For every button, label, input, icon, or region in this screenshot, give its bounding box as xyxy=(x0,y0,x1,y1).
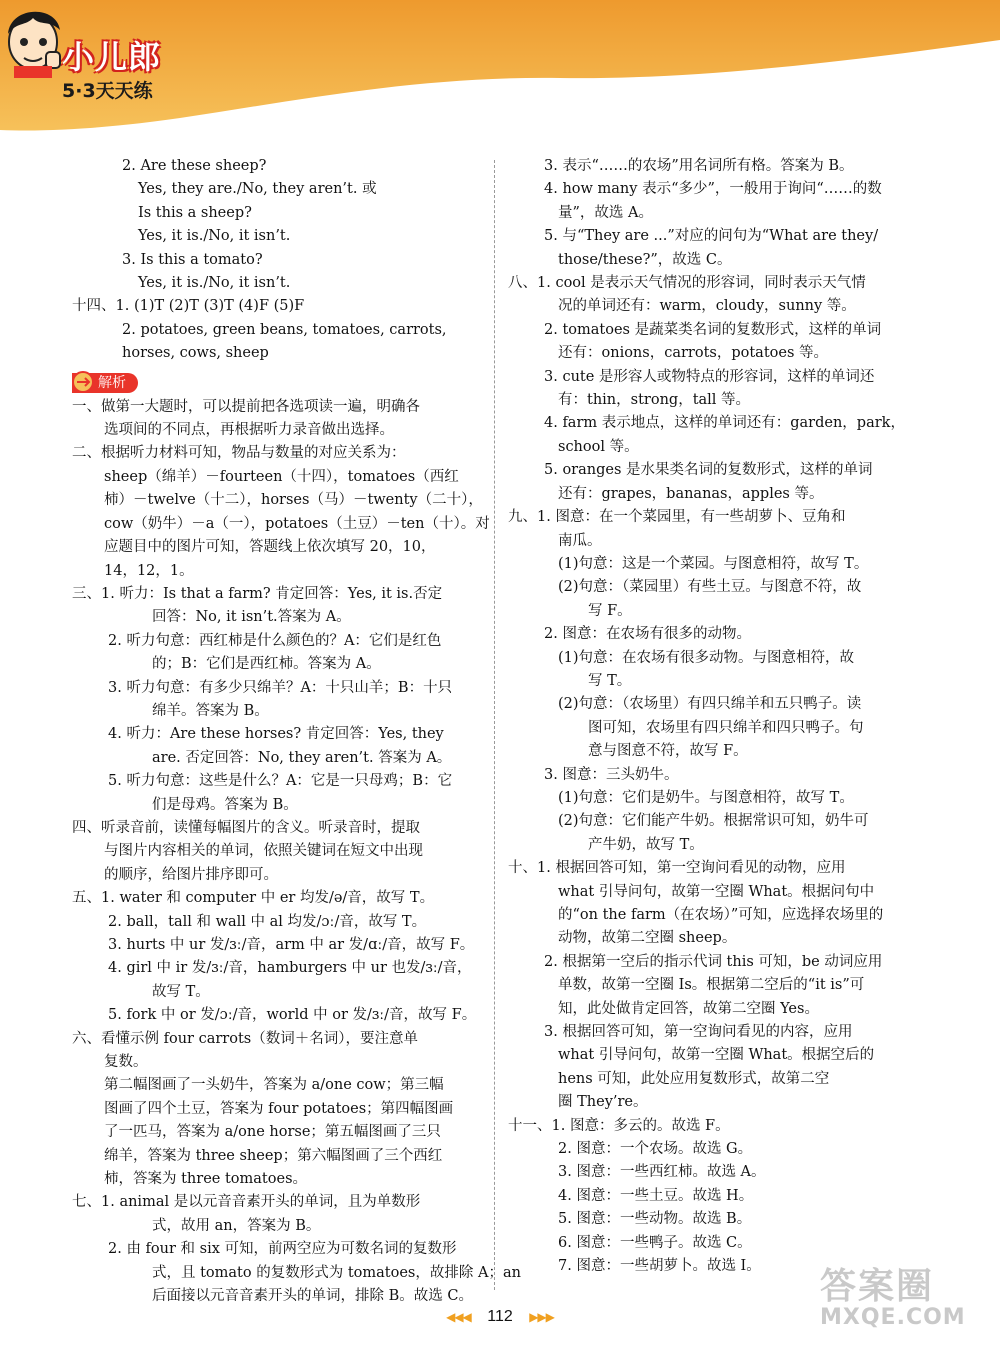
analysis-line: 式，且 tomato 的复数形式为 tomatoes，故排除 A；an xyxy=(152,1264,521,1281)
analysis-line: 5. 图意：一些动物。故选 B。 xyxy=(558,1211,752,1228)
analysis-line: what 引导问句，故第一空圈 What。根据空后的 xyxy=(558,1047,875,1064)
analysis-line: hens 可知，此处应用复数形式，故第二空 xyxy=(558,1070,830,1087)
analysis-line: 的“on the farm（在农场）”可知，应选择农场里的 xyxy=(558,907,884,923)
analysis-line: 绵羊。答案为 B。 xyxy=(152,702,269,719)
right-column xyxy=(508,155,922,1279)
analysis-line: 4. farm 表示地点，这样的单词还有：garden，park， xyxy=(544,415,905,432)
analysis-line: 复数。 xyxy=(104,1054,148,1071)
analysis-line: 们是母鸡。答案为 B。 xyxy=(152,796,298,813)
analysis-line: 知，此处做肯定回答，故第二空圈 Yes。 xyxy=(558,1000,819,1017)
analysis-line: 5. fork 中 or 发/ɔː/音，world 中 or 发/ɜː/音，故写 F。 xyxy=(108,1007,477,1024)
answer-line: 2. potatoes, green beans, tomatoes, carrots, xyxy=(122,321,447,338)
analysis-line: 4. 听力：Are these horses? 肯定回答：Yes, they xyxy=(108,726,444,743)
analysis-line: sheep（绵羊）－fourteen（十四），tomatoes（西红 xyxy=(104,468,459,485)
analysis-line: 6. 图意：一些鸭子。故选 C。 xyxy=(558,1234,752,1251)
page-header xyxy=(0,0,1000,140)
analysis-line: 一、做第一大题时，可以提前把各选项读一遍，明确各 xyxy=(72,398,420,415)
analysis-line: 4. how many 表示“多少”，一般用于询问“……的数 xyxy=(544,181,882,198)
analysis-line: 动物，故第二空圈 sheep。 xyxy=(558,930,737,947)
analysis-line: 2. 根据第一空后的指示代词 this 可知，be 动词应用 xyxy=(544,953,883,970)
column-divider xyxy=(494,160,495,1290)
analysis-label-text: 解析 xyxy=(72,373,138,393)
analysis-line: 2. 图意：一个农场。故选 G。 xyxy=(558,1141,753,1158)
watermark-url: MXQE.COM xyxy=(820,1305,966,1330)
brand-name: 小儿郎 xyxy=(62,38,162,76)
analysis-line: 3. 表示“……的农场”用名词所有格。答案为 B。 xyxy=(544,158,854,174)
analysis-line: 的；B：它们是西红柿。答案为 A。 xyxy=(152,656,381,673)
answer-line: 十四、1. (1)T (2)T (3)T (4)F (5)F xyxy=(72,298,305,315)
next-arrows-icon: ▶▶▶ xyxy=(529,1310,554,1324)
analysis-line: 4. 图意：一些土豆。故选 H。 xyxy=(558,1187,754,1204)
analysis-line: 十一、1. 图意：多云的。故选 F。 xyxy=(508,1117,730,1134)
analysis-line: 柿）－twelve（十二），horses（马）－twenty（二十）， xyxy=(104,492,483,509)
analysis-line: 3. 图意：一些西红柿。故选 A。 xyxy=(558,1164,766,1181)
analysis-line: 十、1. 根据回答可知，第一空询问看见的动物，应用 xyxy=(508,860,846,877)
analysis-line: (1)句意：它们是奶牛。与图意相符，故写 T。 xyxy=(558,789,854,806)
analysis-line: 五、1. water 和 computer 中 er 均发/ə/音，故写 T。 xyxy=(72,890,435,907)
analysis-line: 3. 根据回答可知，第一空询问看见的内容，应用 xyxy=(544,1024,853,1041)
watermark xyxy=(820,1258,966,1330)
analysis-line: 5. 听力句意：这些是什么？A：它是一只母鸡；B：它 xyxy=(108,773,453,790)
left-column xyxy=(72,155,521,1309)
analysis-line: 三、1. 听力：Is that a farm? 肯定回答：Yes, it is.否定 xyxy=(72,585,443,602)
answer-line: 2. Are these sheep? xyxy=(122,158,267,174)
analysis-line: 7. 图意：一些胡萝卜。故选 I。 xyxy=(558,1258,761,1275)
analysis-label xyxy=(72,372,138,392)
analysis-line: 有：thin，strong，tall 等。 xyxy=(558,392,751,409)
analysis-line: 故写 T。 xyxy=(152,983,210,1000)
analysis-line: 四、听录音前，读懂每幅图片的含义。听录音时，提取 xyxy=(72,819,420,836)
analysis-line: 式，故用 an，答案为 B。 xyxy=(152,1217,321,1234)
analysis-line: 意与图意不符，故写 F。 xyxy=(588,743,748,760)
analysis-line: 二、根据听力材料可知，物品与数量的对应关系为： xyxy=(72,445,406,462)
key-icon xyxy=(72,370,94,394)
analysis-line: 写 T。 xyxy=(588,672,632,689)
analysis-line: 后面接以元音音素开头的单词，排除 B。故选 C。 xyxy=(152,1288,473,1305)
analysis-line: 南瓜。 xyxy=(558,532,602,549)
analysis-line: 六、看懂示例 four carrots（数词＋名词），要注意单 xyxy=(72,1030,418,1047)
brand-logo xyxy=(62,32,252,112)
analysis-line: (2)句意：（农场里）有四只绵羊和五只鸭子。读 xyxy=(558,696,862,713)
analysis-line: what 引导问句，故第一空圈 What。根据问句中 xyxy=(558,883,875,900)
analysis-line: 3. 图意：三头奶牛。 xyxy=(544,766,679,783)
analysis-line: 回答：No, it isn’t.答案为 A。 xyxy=(152,609,351,626)
analysis-line: 柿，答案为 three tomatoes。 xyxy=(104,1171,308,1188)
analysis-line: 了一匹马，答案为 a/one horse；第五幅图画了三只 xyxy=(104,1124,441,1141)
analysis-line: 绵羊，答案为 three sheep；第六幅图画了三个西红 xyxy=(104,1147,443,1164)
analysis-line: 2. 由 four 和 six 可知，前两空应为可数名词的复数形 xyxy=(108,1241,457,1258)
analysis-line: 的顺序，给图片排序即可。 xyxy=(104,866,278,883)
analysis-line: (2)句意：（菜园里）有些土豆。与图意不符，故 xyxy=(558,579,862,596)
analysis-line: 2. ball，tall 和 wall 中 al 均发/ɔː/音，故写 T。 xyxy=(108,913,427,930)
analysis-line: 单数，故第一空圈 Is。根据第二空后的“it is”可 xyxy=(558,977,865,994)
analysis-line: those/these?”，故选 C。 xyxy=(558,251,732,268)
analysis-line: 九、1. 图意：在一个菜园里，有一些胡萝卜、豆角和 xyxy=(508,509,846,526)
analysis-line: 2. tomatoes 是蔬菜类名词的复数形式，这样的单词 xyxy=(544,321,882,338)
analysis-line: 写 F。 xyxy=(588,602,632,619)
answer-line: Yes, it is./No, it isn’t. xyxy=(138,275,291,292)
analysis-line: 量”，故选 A。 xyxy=(558,204,653,221)
analysis-line: 图可知，农场里有四只绵羊和四只鸭子。句 xyxy=(588,719,864,736)
analysis-line: 还有：onions，carrots，potatoes 等。 xyxy=(558,345,829,362)
analysis-line: 圈 They’re。 xyxy=(558,1094,648,1111)
analysis-line: 2. 听力句意：西红柿是什么颜色的？A：它们是红色 xyxy=(108,632,442,649)
page-number: 112 xyxy=(487,1308,513,1325)
analysis-line: 第二幅图画了一头奶牛，答案为 a/one cow；第三幅 xyxy=(104,1077,444,1094)
analysis-line: are. 否定回答：No, they aren’t. 答案为 A。 xyxy=(152,749,452,766)
answer-line: Yes, it is./No, it isn’t. xyxy=(138,228,291,245)
analysis-line: 七、1. animal 是以元音音素开头的单词，且为单数形 xyxy=(72,1194,421,1211)
analysis-line: (1)句意：这是一个菜园。与图意相符，故写 T。 xyxy=(558,555,869,572)
analysis-line: 选项间的不同点，再根据听力录音做出选择。 xyxy=(104,422,394,439)
answer-line: horses, cows, sheep xyxy=(122,345,269,362)
analysis-line: 5. oranges 是水果类名词的复数形式，这样的单词 xyxy=(544,462,873,479)
analysis-line: 还有：grapes，bananas，apples 等。 xyxy=(558,485,824,502)
prev-arrows-icon: ◀◀◀ xyxy=(446,1310,471,1324)
analysis-line: 3. hurts 中 ur 发/ɜː/音，arm 中 ar 发/ɑː/音，故写 F。 xyxy=(108,937,475,953)
watermark-logo: 答案圈 xyxy=(820,1266,935,1307)
mascot-icon xyxy=(0,0,66,78)
analysis-line: 3. cute 是形容人或物特点的形容词，这样的单词还 xyxy=(544,368,875,385)
analysis-line: 八、1. cool 是表示天气情况的形容词，同时表示天气情 xyxy=(508,275,866,292)
analysis-line: 5. 与“They are ...”对应的问句为“What are they/ xyxy=(544,228,879,245)
answer-line: Is this a sheep? xyxy=(138,204,252,221)
analysis-line: 产牛奶，故写 T。 xyxy=(588,836,704,853)
analysis-line: 3. 听力句意：有多少只绵羊？A：十只山羊；B：十只 xyxy=(108,679,453,696)
answer-line: 3. Is this a tomato? xyxy=(122,251,263,268)
analysis-line: 图画了四个土豆，答案为 four potatoes；第四幅图画 xyxy=(104,1100,454,1117)
brand-subtitle: 5·3天天练 xyxy=(62,80,153,102)
analysis-line: 况的单词还有：warm，cloudy，sunny 等。 xyxy=(558,298,856,315)
analysis-line: (1)句意：在农场有很多动物。与图意相符，故 xyxy=(558,649,855,666)
analysis-line: (2)句意：它们能产牛奶。根据常识可知，奶牛可 xyxy=(558,813,869,830)
analysis-line: cow（奶牛）－a（一），potatoes（土豆）－ten（十）。对 xyxy=(104,515,490,532)
analysis-line: 2. 图意：在农场有很多的动物。 xyxy=(544,626,751,643)
analysis-line: 4. girl 中 ir 发/ɜː/音，hamburgers 中 ur 也发/ɜː/音， xyxy=(108,960,472,977)
analysis-line: school 等。 xyxy=(558,438,639,455)
answer-line: Yes, they are./No, they aren’t. 或 xyxy=(138,181,377,198)
analysis-line: 与图片内容相关的单词，依照关键词在短文中出现 xyxy=(104,843,423,860)
analysis-line: 应题目中的图片可知，答题线上依次填写 20，10， xyxy=(104,539,436,556)
analysis-line: 14，12，1。 xyxy=(104,562,194,579)
